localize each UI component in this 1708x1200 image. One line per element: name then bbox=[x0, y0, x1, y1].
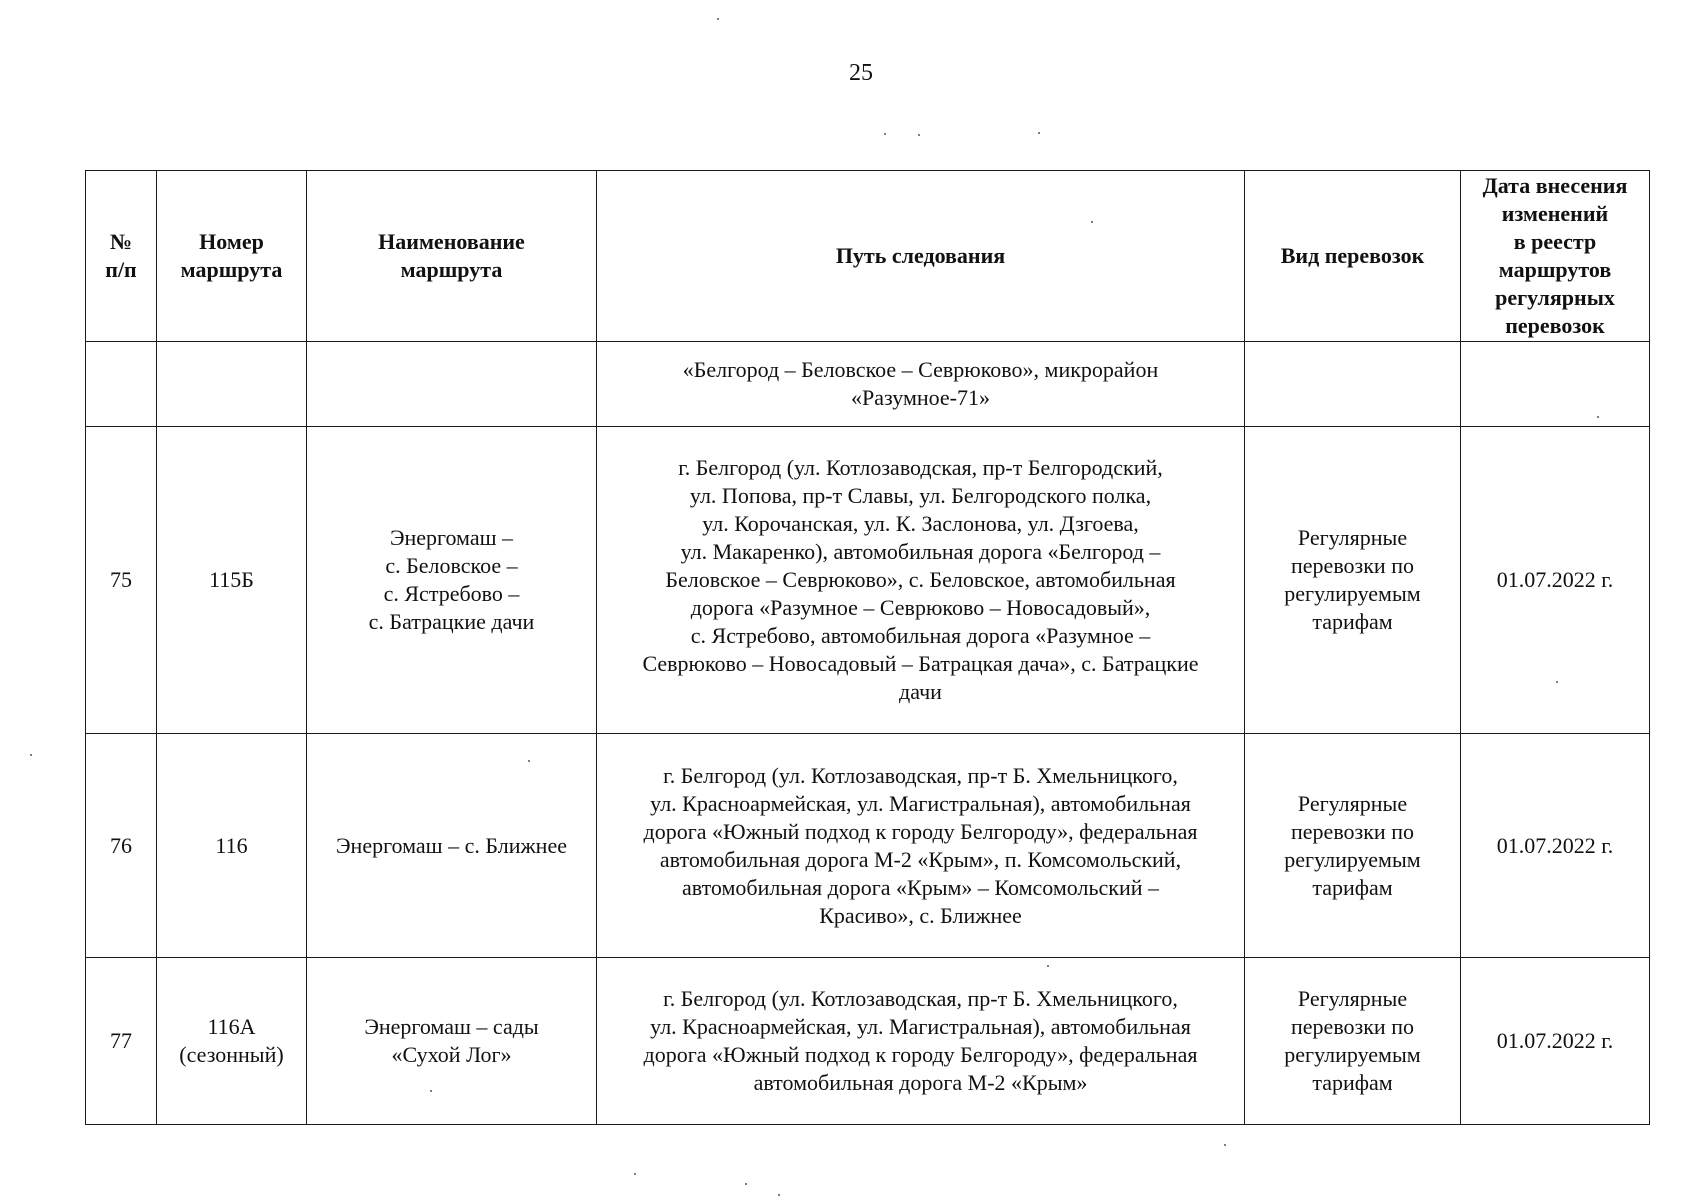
cell-line: с. Батрацкие дачи bbox=[368, 609, 535, 634]
cell-date-changes bbox=[1461, 734, 1650, 958]
table-row-continuation bbox=[86, 342, 1650, 427]
cell-line: Энергомаш – с. Ближнее bbox=[336, 832, 567, 858]
cell-line: 75 bbox=[110, 567, 132, 592]
cell-line: ул. Попова, пр-т Славы, ул. Белгородского полка, bbox=[689, 483, 1152, 508]
header-path bbox=[597, 171, 1245, 342]
cell-line: Энергомаш – bbox=[389, 525, 514, 550]
cell-line: регулируемым bbox=[1284, 581, 1421, 606]
cell-date-changes bbox=[1461, 427, 1650, 734]
cell-route-name bbox=[307, 427, 597, 734]
cell-line: ул. Красноармейская, ул. Магистральная), автомобильная bbox=[650, 790, 1191, 816]
cell-line: 115Б bbox=[209, 567, 254, 592]
cell-line: 116 bbox=[215, 832, 248, 858]
cell-line: дорога «Южный подход к городу Белгороду», федеральная bbox=[643, 818, 1198, 844]
cell-line: ул. Корочанская, ул. К. Заслонова, ул. Дзгоева, bbox=[702, 511, 1139, 536]
cell-line: перевозки по bbox=[1291, 818, 1414, 844]
table-header-row bbox=[86, 171, 1650, 342]
cell-line: г. Белгород (ул. Котлозаводская, пр-т Белгородский, bbox=[678, 455, 1163, 480]
cell-line: «Разумное-71» bbox=[851, 385, 990, 410]
cell-line: г. Белгород (ул. Котлозаводская, пр-т Б. Хмельницкого, bbox=[663, 986, 1178, 1011]
cell-route-name bbox=[307, 734, 597, 958]
cell-line: 01.07.2022 г. bbox=[1496, 567, 1614, 592]
cell-line: г. Белгород (ул. Котлозаводская, пр-т Б. Хмельницкого, bbox=[663, 762, 1178, 788]
cell-line: Дата внесения bbox=[1482, 173, 1628, 198]
cell-path bbox=[597, 958, 1245, 1125]
cell-line: перевозки по bbox=[1291, 1014, 1414, 1039]
cell-line: автомобильная дорога М-2 «Крым» bbox=[753, 1070, 1088, 1095]
cell-line: п/п bbox=[105, 257, 137, 282]
cell-line: ул. Красноармейская, ул. Магистральная), автомобильная bbox=[650, 1014, 1191, 1039]
cell-line: тарифам bbox=[1312, 609, 1393, 634]
cell-path bbox=[597, 427, 1245, 734]
cell-route-number bbox=[157, 427, 307, 734]
cell-line: дорога «Южный подход к городу Белгороду», федеральная bbox=[643, 1042, 1198, 1067]
cell-route-number bbox=[157, 734, 307, 958]
table-row bbox=[86, 958, 1650, 1125]
table-row bbox=[86, 734, 1650, 958]
header-date-changes bbox=[1461, 171, 1650, 342]
cell-line: дорога «Разумное – Севрюково – Новосадовый», bbox=[690, 595, 1151, 620]
cell-route-name bbox=[307, 958, 597, 1125]
header-transport-type bbox=[1245, 171, 1461, 342]
cell-line: маршрутов bbox=[1498, 257, 1612, 282]
cell-line: маршрута bbox=[180, 257, 283, 282]
cell-line: с. Ястребово, автомобильная дорога «Разумное – bbox=[690, 623, 1151, 648]
page-number: 25 bbox=[849, 60, 873, 86]
header-route-name bbox=[307, 171, 597, 342]
cell-line: Вид перевозок bbox=[1280, 243, 1425, 268]
header-route-number bbox=[157, 171, 307, 342]
cell-line: «Сухой Лог» bbox=[391, 1042, 512, 1067]
cell-line: 116А bbox=[207, 1014, 256, 1039]
cell-path bbox=[597, 342, 1245, 427]
cell-line: автомобильная дорога М-2 «Крым», п. Комсомольский, bbox=[659, 846, 1182, 872]
cell-route-number bbox=[157, 342, 307, 427]
cell-line: Регулярные bbox=[1297, 790, 1408, 816]
cell-transport-type bbox=[1245, 958, 1461, 1125]
cell-line: маршрута bbox=[400, 257, 503, 282]
route-registry-table bbox=[85, 170, 1650, 1125]
cell-line: 01.07.2022 г. bbox=[1496, 1028, 1614, 1053]
cell-num bbox=[86, 958, 157, 1125]
cell-transport-type bbox=[1245, 342, 1461, 427]
cell-route-name bbox=[307, 342, 597, 427]
cell-line: дачи bbox=[899, 679, 942, 704]
cell-line: Номер bbox=[199, 229, 264, 254]
cell-line: перевозки по bbox=[1291, 553, 1414, 578]
cell-line: «Белгород – Беловское – Севрюково», микрорайон bbox=[682, 357, 1159, 382]
header-num bbox=[86, 171, 157, 342]
cell-line: перевозок bbox=[1505, 313, 1605, 338]
cell-line: изменений bbox=[1501, 201, 1609, 226]
cell-line: с. Ястребово – bbox=[383, 581, 520, 606]
cell-line: (сезонный) bbox=[179, 1042, 284, 1067]
cell-line: Беловское – Севрюково», с. Беловское, автомобильная bbox=[665, 567, 1176, 592]
cell-line: тарифам bbox=[1312, 1070, 1393, 1095]
cell-transport-type bbox=[1245, 734, 1461, 958]
cell-line: № bbox=[109, 229, 133, 254]
cell-line: Энергомаш – сады bbox=[364, 1014, 539, 1039]
cell-line: Регулярные bbox=[1297, 525, 1408, 550]
cell-line: Красиво», с. Ближнее bbox=[819, 902, 1022, 928]
cell-line: 76 bbox=[110, 832, 132, 858]
cell-path bbox=[597, 734, 1245, 958]
cell-route-number bbox=[157, 958, 307, 1125]
cell-line: Наименование bbox=[378, 229, 525, 254]
cell-line: регулярных bbox=[1495, 285, 1615, 310]
cell-line: тарифам bbox=[1312, 874, 1393, 900]
cell-line: Регулярные bbox=[1297, 986, 1408, 1011]
cell-num bbox=[86, 342, 157, 427]
cell-line: 77 bbox=[110, 1028, 132, 1053]
cell-num bbox=[86, 734, 157, 958]
cell-line: Путь следования bbox=[835, 243, 1006, 268]
cell-transport-type bbox=[1245, 427, 1461, 734]
cell-line: Севрюково – Новосадовый – Батрацкая дача», с. Батрацкие bbox=[642, 651, 1199, 676]
cell-line: автомобильная дорога «Крым» – Комсомольский – bbox=[682, 874, 1159, 900]
cell-line: ул. Макаренко), автомобильная дорога «Белгород – bbox=[680, 539, 1161, 564]
cell-line: 01.07.2022 г. bbox=[1496, 832, 1614, 858]
table-row bbox=[86, 427, 1650, 734]
cell-line: регулируемым bbox=[1284, 846, 1421, 872]
cell-line: регулируемым bbox=[1284, 1042, 1421, 1067]
cell-num bbox=[86, 427, 157, 734]
cell-line: с. Беловское – bbox=[385, 553, 518, 578]
cell-date-changes bbox=[1461, 342, 1650, 427]
cell-line: в реестр bbox=[1513, 229, 1597, 254]
cell-date-changes bbox=[1461, 958, 1650, 1125]
